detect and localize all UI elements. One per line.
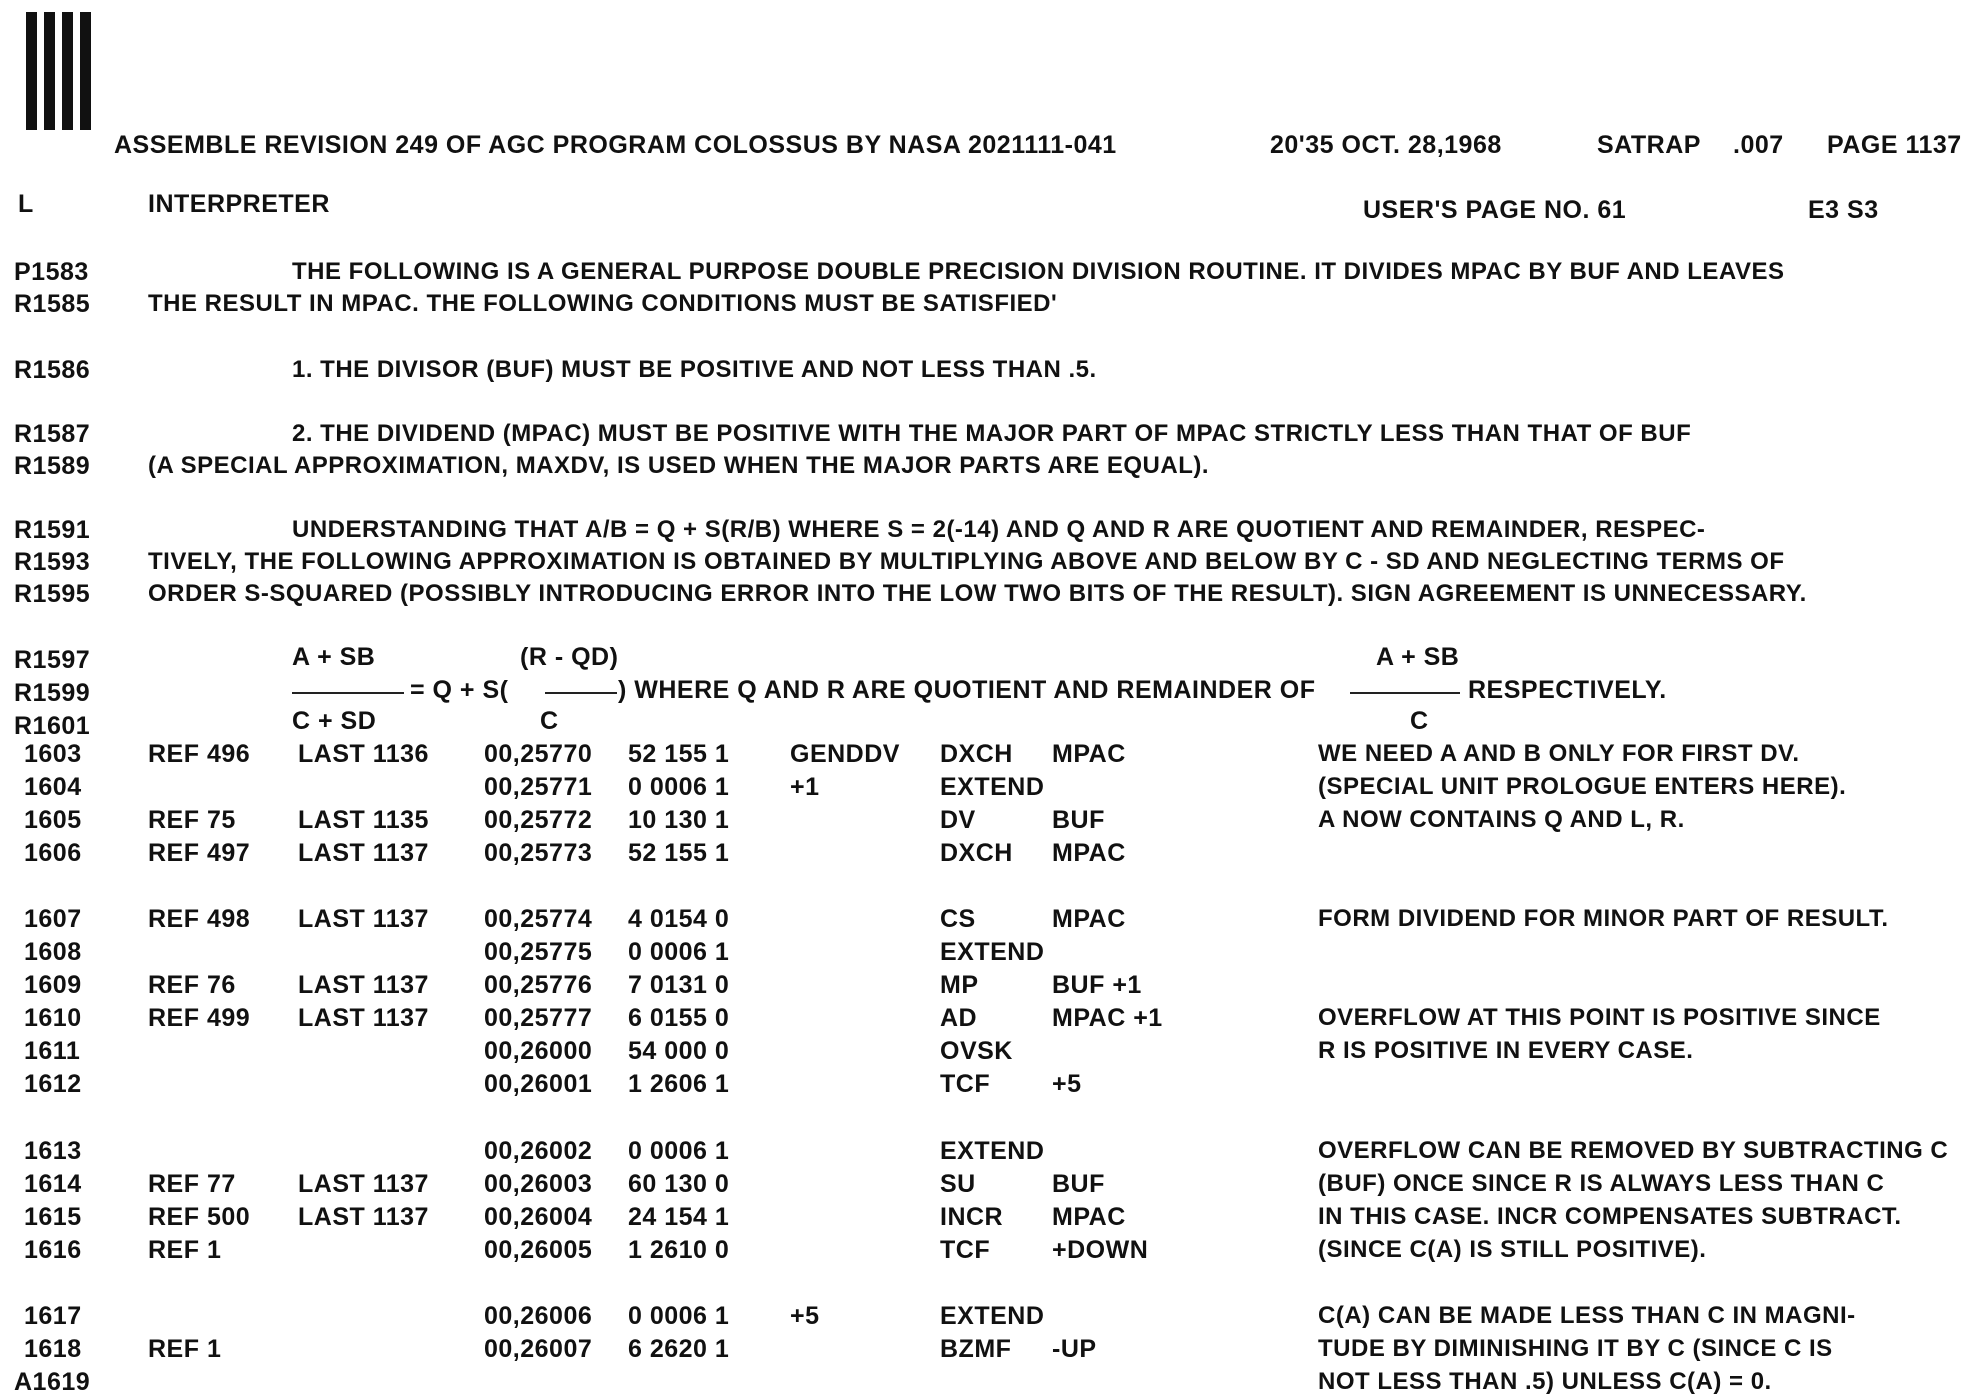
page-header-timestamp: 20'35 OCT. 28,1968 — [1270, 131, 1502, 159]
comment-field: WE NEED A AND B ONLY FOR FIRST DV. — [1318, 740, 1800, 767]
comment-line: TIVELY, THE FOLLOWING APPROXIMATION IS OBTAINED BY MULTIPLYING ABOVE AND BELOW BY C - SD AND NEGLECTING TERMS OF — [148, 548, 1785, 575]
label-field: +1 — [790, 773, 820, 801]
line-number: 1610 — [24, 1004, 82, 1032]
line-id: R1585 — [14, 290, 91, 318]
operand-field: MPAC — [1052, 740, 1126, 768]
address-field: 00,25775 — [484, 938, 593, 966]
operand-field: BUF — [1052, 806, 1105, 834]
opcode-field: EXTEND — [940, 1302, 1045, 1330]
formula-inner-numerator: (R - QD) — [520, 643, 619, 671]
octal-field: 4 0154 0 — [628, 905, 730, 933]
line-id: R1595 — [14, 580, 91, 608]
comment-line: UNDERSTANDING THAT A/B = Q + S(R/B) WHERE S = 2(-14) AND Q AND R ARE QUOTIENT AND REMAINDER, RESPEC- — [292, 516, 1706, 543]
comment-field: TUDE BY DIMINISHING IT BY C (SINCE C IS — [1318, 1335, 1833, 1362]
formula-inner-fraction-bar — [545, 692, 617, 694]
comment-field: NOT LESS THAN .5) UNLESS C(A) = 0. — [1318, 1368, 1772, 1395]
octal-field: 10 130 1 — [628, 806, 730, 834]
octal-field: 24 154 1 — [628, 1203, 730, 1231]
opcode-field: TCF — [940, 1236, 991, 1264]
section-title: INTERPRETER — [148, 190, 330, 218]
address-field: 00,26001 — [484, 1070, 593, 1098]
opcode-field: SU — [940, 1170, 976, 1198]
address-field: 00,26005 — [484, 1236, 593, 1264]
line-number: 1614 — [24, 1170, 82, 1198]
line-number: 1605 — [24, 806, 82, 834]
last-field: LAST 1137 — [298, 1170, 429, 1198]
last-field: LAST 1137 — [298, 839, 429, 867]
formula-rhs-denominator: C — [1410, 707, 1429, 735]
line-id: R1597 — [14, 646, 91, 674]
comment-field: R IS POSITIVE IN EVERY CASE. — [1318, 1037, 1694, 1064]
line-number: 1606 — [24, 839, 82, 867]
comment-field: (SINCE C(A) IS STILL POSITIVE). — [1318, 1236, 1707, 1263]
comment-line: (A SPECIAL APPROXIMATION, MAXDV, IS USED WHEN THE MAJOR PARTS ARE EQUAL). — [148, 452, 1210, 479]
octal-field: 54 000 0 — [628, 1037, 730, 1065]
page-header-page-number: PAGE 1137 — [1827, 131, 1962, 159]
label-field: GENDDV — [790, 740, 900, 768]
line-number: 1613 — [24, 1137, 82, 1165]
opcode-field: MP — [940, 971, 979, 999]
address-field: 00,25773 — [484, 839, 593, 867]
formula-lhs-numerator: A + SB — [292, 643, 376, 671]
formula-lhs-fraction-bar — [292, 692, 404, 694]
octal-field: 60 130 0 — [628, 1170, 730, 1198]
last-field: LAST 1137 — [298, 1004, 429, 1032]
address-field: 00,26002 — [484, 1137, 593, 1165]
opcode-field: BZMF — [940, 1335, 1012, 1363]
octal-field: 6 2620 1 — [628, 1335, 730, 1363]
last-field: LAST 1137 — [298, 1203, 429, 1231]
operand-field: MPAC — [1052, 1203, 1126, 1231]
comment-line: 2. THE DIVIDEND (MPAC) MUST BE POSITIVE WITH THE MAJOR PART OF MPAC STRICTLY LESS THAN THAT OF BUF — [292, 420, 1692, 447]
formula-rhs-text: RESPECTIVELY. — [1468, 676, 1667, 704]
comment-line: ORDER S-SQUARED (POSSIBLY INTRODUCING ERROR INTO THE LOW TWO BITS OF THE RESULT). SIGN AGREEMENT IS UNNECESSARY. — [148, 580, 1807, 607]
comment-field: C(A) CAN BE MADE LESS THAN C IN MAGNI- — [1318, 1302, 1856, 1329]
formula-lhs-denominator: C + SD — [292, 707, 377, 735]
octal-field: 0 0006 1 — [628, 1302, 730, 1330]
comment-line: THE RESULT IN MPAC. THE FOLLOWING CONDITIONS MUST BE SATISFIED' — [148, 290, 1058, 317]
formula-middle: = Q + S( — [410, 676, 509, 704]
ref-field: REF 1 — [148, 1335, 222, 1363]
ref-field: REF 497 — [148, 839, 251, 867]
address-field: 00,25772 — [484, 806, 593, 834]
line-number: 1604 — [24, 773, 82, 801]
address-field: 00,25770 — [484, 740, 593, 768]
line-number: 1618 — [24, 1335, 82, 1363]
ref-field: REF 76 — [148, 971, 236, 999]
formula-rhs-fraction-bar — [1350, 692, 1460, 694]
line-id: R1589 — [14, 452, 91, 480]
octal-field: 6 0155 0 — [628, 1004, 730, 1032]
section-marker: L — [18, 190, 34, 218]
last-field: LAST 1137 — [298, 905, 429, 933]
opcode-field: DXCH — [940, 839, 1013, 867]
ref-field: REF 500 — [148, 1203, 251, 1231]
octal-field: 0 0006 1 — [628, 1137, 730, 1165]
address-field: 00,26007 — [484, 1335, 593, 1363]
page-header-title: ASSEMBLE REVISION 249 OF AGC PROGRAM COLOSSUS BY NASA 2021111-041 — [114, 131, 1117, 159]
formula-tail: ) WHERE Q AND R ARE QUOTIENT AND REMAINDER OF — [618, 676, 1316, 704]
octal-field: 1 2606 1 — [628, 1070, 730, 1098]
address-field: 00,26006 — [484, 1302, 593, 1330]
line-number: A1619 — [14, 1368, 91, 1396]
last-field: LAST 1135 — [298, 806, 429, 834]
operand-field: MPAC — [1052, 905, 1126, 933]
octal-field: 1 2610 0 — [628, 1236, 730, 1264]
comment-field: (BUF) ONCE SINCE R IS ALWAYS LESS THAN C — [1318, 1170, 1885, 1197]
octal-field: 52 155 1 — [628, 839, 730, 867]
line-number: 1612 — [24, 1070, 82, 1098]
ref-field: REF 1 — [148, 1236, 222, 1264]
opcode-field: DV — [940, 806, 976, 834]
line-number: 1607 — [24, 905, 82, 933]
opcode-field: EXTEND — [940, 773, 1045, 801]
opcode-field: EXTEND — [940, 1137, 1045, 1165]
opcode-field: CS — [940, 905, 976, 933]
line-number: 1611 — [24, 1037, 81, 1065]
octal-field: 52 155 1 — [628, 740, 730, 768]
operand-field: MPAC +1 — [1052, 1004, 1163, 1032]
comment-field: A NOW CONTAINS Q AND L, R. — [1318, 806, 1685, 833]
ref-field: REF 496 — [148, 740, 251, 768]
ref-field: REF 75 — [148, 806, 236, 834]
comment-field: OVERFLOW AT THIS POINT IS POSITIVE SINCE — [1318, 1004, 1881, 1031]
line-id: R1599 — [14, 679, 91, 707]
comment-field: (SPECIAL UNIT PROLOGUE ENTERS HERE). — [1318, 773, 1847, 800]
page-code: E3 S3 — [1808, 196, 1879, 224]
line-number: 1609 — [24, 971, 82, 999]
operand-field: MPAC — [1052, 839, 1126, 867]
comment-line: 1. THE DIVISOR (BUF) MUST BE POSITIVE AND NOT LESS THAN .5. — [292, 356, 1097, 383]
comment-line: THE FOLLOWING IS A GENERAL PURPOSE DOUBLE PRECISION DIVISION ROUTINE. IT DIVIDES MPAC BY BUF AND LEAVES — [292, 258, 1785, 285]
operand-field: BUF +1 — [1052, 971, 1142, 999]
opcode-field: TCF — [940, 1070, 991, 1098]
page-header-user: SATRAP — [1597, 131, 1701, 159]
address-field: 00,25774 — [484, 905, 593, 933]
operand-field: -UP — [1052, 1335, 1097, 1363]
line-number: 1608 — [24, 938, 82, 966]
ref-field: REF 499 — [148, 1004, 251, 1032]
comment-field: IN THIS CASE. INCR COMPENSATES SUBTRACT. — [1318, 1203, 1902, 1230]
opcode-field: EXTEND — [940, 938, 1045, 966]
line-id: P1583 — [14, 258, 89, 286]
opcode-field: OVSK — [940, 1037, 1013, 1065]
opcode-field: AD — [940, 1004, 978, 1032]
formula-rhs-numerator: A + SB — [1376, 643, 1460, 671]
line-id: R1593 — [14, 548, 91, 576]
line-number: 1617 — [24, 1302, 82, 1330]
address-field: 00,26003 — [484, 1170, 593, 1198]
last-field: LAST 1136 — [298, 740, 429, 768]
address-field: 00,25771 — [484, 773, 593, 801]
line-number: 1616 — [24, 1236, 82, 1264]
label-field: +5 — [790, 1302, 820, 1330]
ref-field: REF 77 — [148, 1170, 236, 1198]
line-id: R1591 — [14, 516, 91, 544]
octal-field: 7 0131 0 — [628, 971, 730, 999]
line-id: R1587 — [14, 420, 91, 448]
opcode-field: DXCH — [940, 740, 1013, 768]
operand-field: BUF — [1052, 1170, 1105, 1198]
comment-field: FORM DIVIDEND FOR MINOR PART OF RESULT. — [1318, 905, 1889, 932]
last-field: LAST 1137 — [298, 971, 429, 999]
operand-field: +5 — [1052, 1070, 1082, 1098]
opcode-field: INCR — [940, 1203, 1004, 1231]
address-field: 00,26000 — [484, 1037, 593, 1065]
line-number: 1603 — [24, 740, 82, 768]
page-header-version: .007 — [1733, 131, 1784, 159]
comment-field: OVERFLOW CAN BE REMOVED BY SUBTRACTING C — [1318, 1137, 1949, 1164]
line-id: R1586 — [14, 356, 91, 384]
address-field: 00,26004 — [484, 1203, 593, 1231]
octal-field: 0 0006 1 — [628, 938, 730, 966]
formula-inner-denominator: C — [540, 707, 559, 735]
operand-field: +DOWN — [1052, 1236, 1149, 1264]
user-page-number: USER'S PAGE NO. 61 — [1363, 196, 1627, 224]
octal-field: 0 0006 1 — [628, 773, 730, 801]
address-field: 00,25777 — [484, 1004, 593, 1032]
address-field: 00,25776 — [484, 971, 593, 999]
line-id: R1601 — [14, 712, 91, 740]
ref-field: REF 498 — [148, 905, 251, 933]
line-number: 1615 — [24, 1203, 82, 1231]
